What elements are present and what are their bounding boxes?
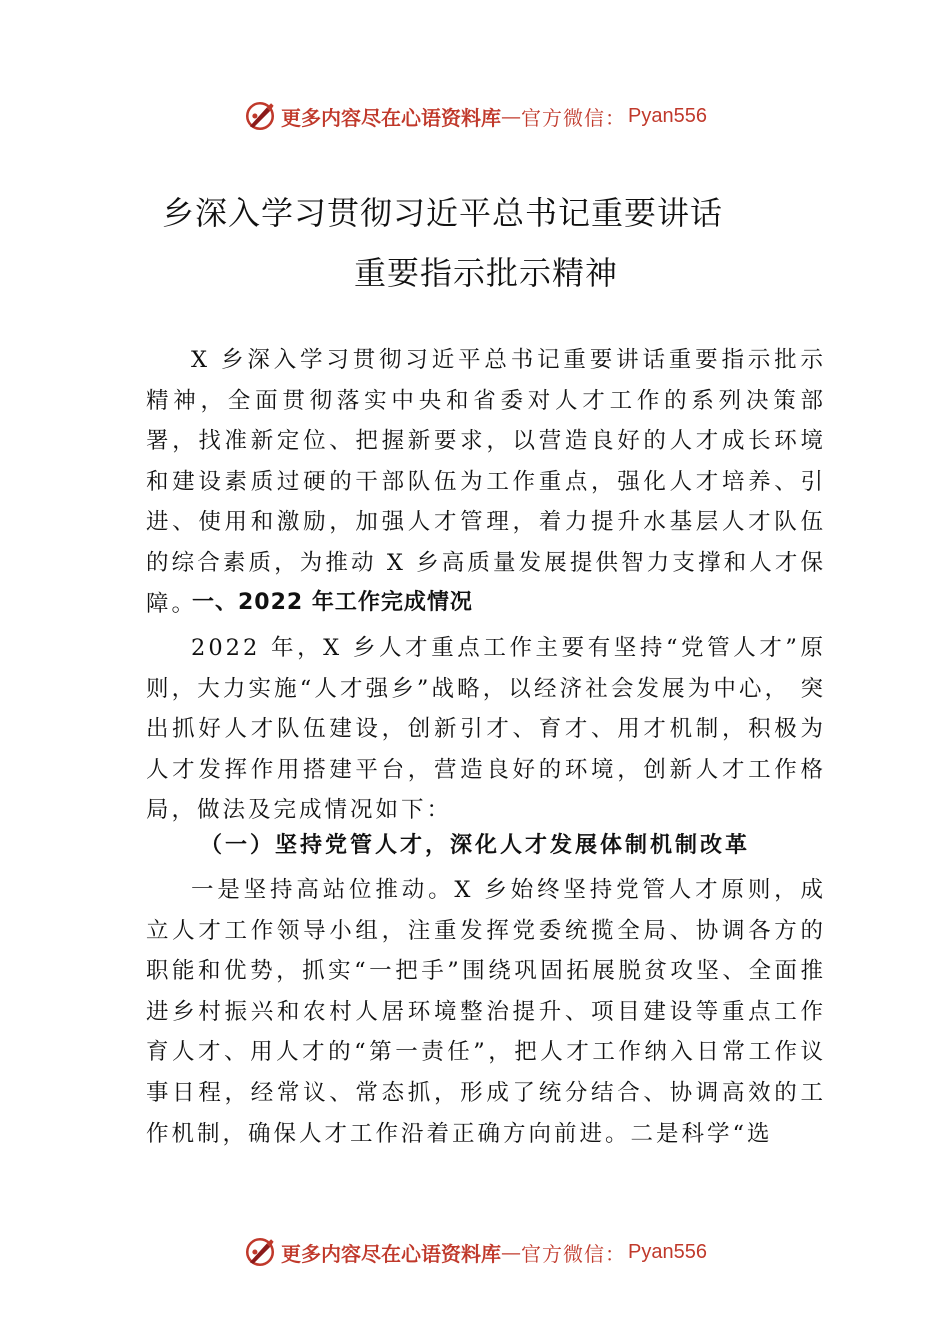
- subsection-heading-1: （一）坚持党管人才，深化人才发展体制机制改革: [200, 832, 751, 858]
- banner-wechat-label: 官方微信：: [521, 1241, 627, 1266]
- intro-paragraph: X 乡深入学习贯彻习近平总书记重要讲话重要指示批示精神，全面贯彻落实中央和省委对人才工作的系列决策部署，找准新定位、把握新要求，以营造良好的人才成长环境和建设素质过硬的干部队伍为工作重点，强化人才培养、引进、使用和激励，加强人才管理，着力提升水基层人才队伍的综合素质，为推动 X 乡高质量发展提供智力支撑和人才保障。: [146, 347, 826, 617]
- subsection1-paragraph: 一是坚持高站位推动。X 乡始终坚持党管人才原则，成立人才工作领导小组，注重发挥党委统揽全局、协调各方的职能和优势，抓实“一把手”围绕巩固拓展脱贫攻坚、全面推进乡村振兴和农村人居环境整治提升、项目建设等重点工作育人才、用人才的“第一责任”，把人才工作纳入日常工作议事日程，经常议、常态抓，形成了统分结合、协调高效的工作机制，确保人才工作沿着正确方向前进。二是科学“选: [146, 877, 826, 1147]
- banner-separator: —: [501, 1240, 522, 1264]
- banner-main-text: 更多内容尽在心语资料库: [281, 1241, 502, 1266]
- section-heading-1: 一、2022 年工作完成情况: [192, 590, 473, 615]
- pen-logo-icon: [243, 99, 277, 133]
- banner-separator: —: [501, 104, 522, 128]
- section1-paragraph: 2022 年，X 乡人才重点工作主要有坚持“党管人才”原则，大力实施“人才强乡”战略，以经济社会发展为中心， 突出抓好人才队伍建设，创新引才、育才、用才机制，积极为人才发挥作用搭建平台，营造良好的环境，创新人才工作格局，做法及完成情况如下：: [146, 635, 826, 824]
- document-title-line1: 乡深入学习贯彻习近平总书记重要讲话: [162, 194, 724, 232]
- banner-main-text: 更多内容尽在心语资料库: [281, 105, 502, 130]
- footer-banner: [0, 1232, 950, 1272]
- header-banner: [0, 96, 950, 136]
- pen-logo-icon: [243, 1235, 277, 1269]
- document-title-line2: 重要指示批示精神: [354, 254, 619, 292]
- banner-wechat-id: Pyan556: [628, 104, 707, 127]
- banner-wechat-label: 官方微信：: [521, 105, 627, 130]
- banner-wechat-id: Pyan556: [628, 1240, 707, 1263]
